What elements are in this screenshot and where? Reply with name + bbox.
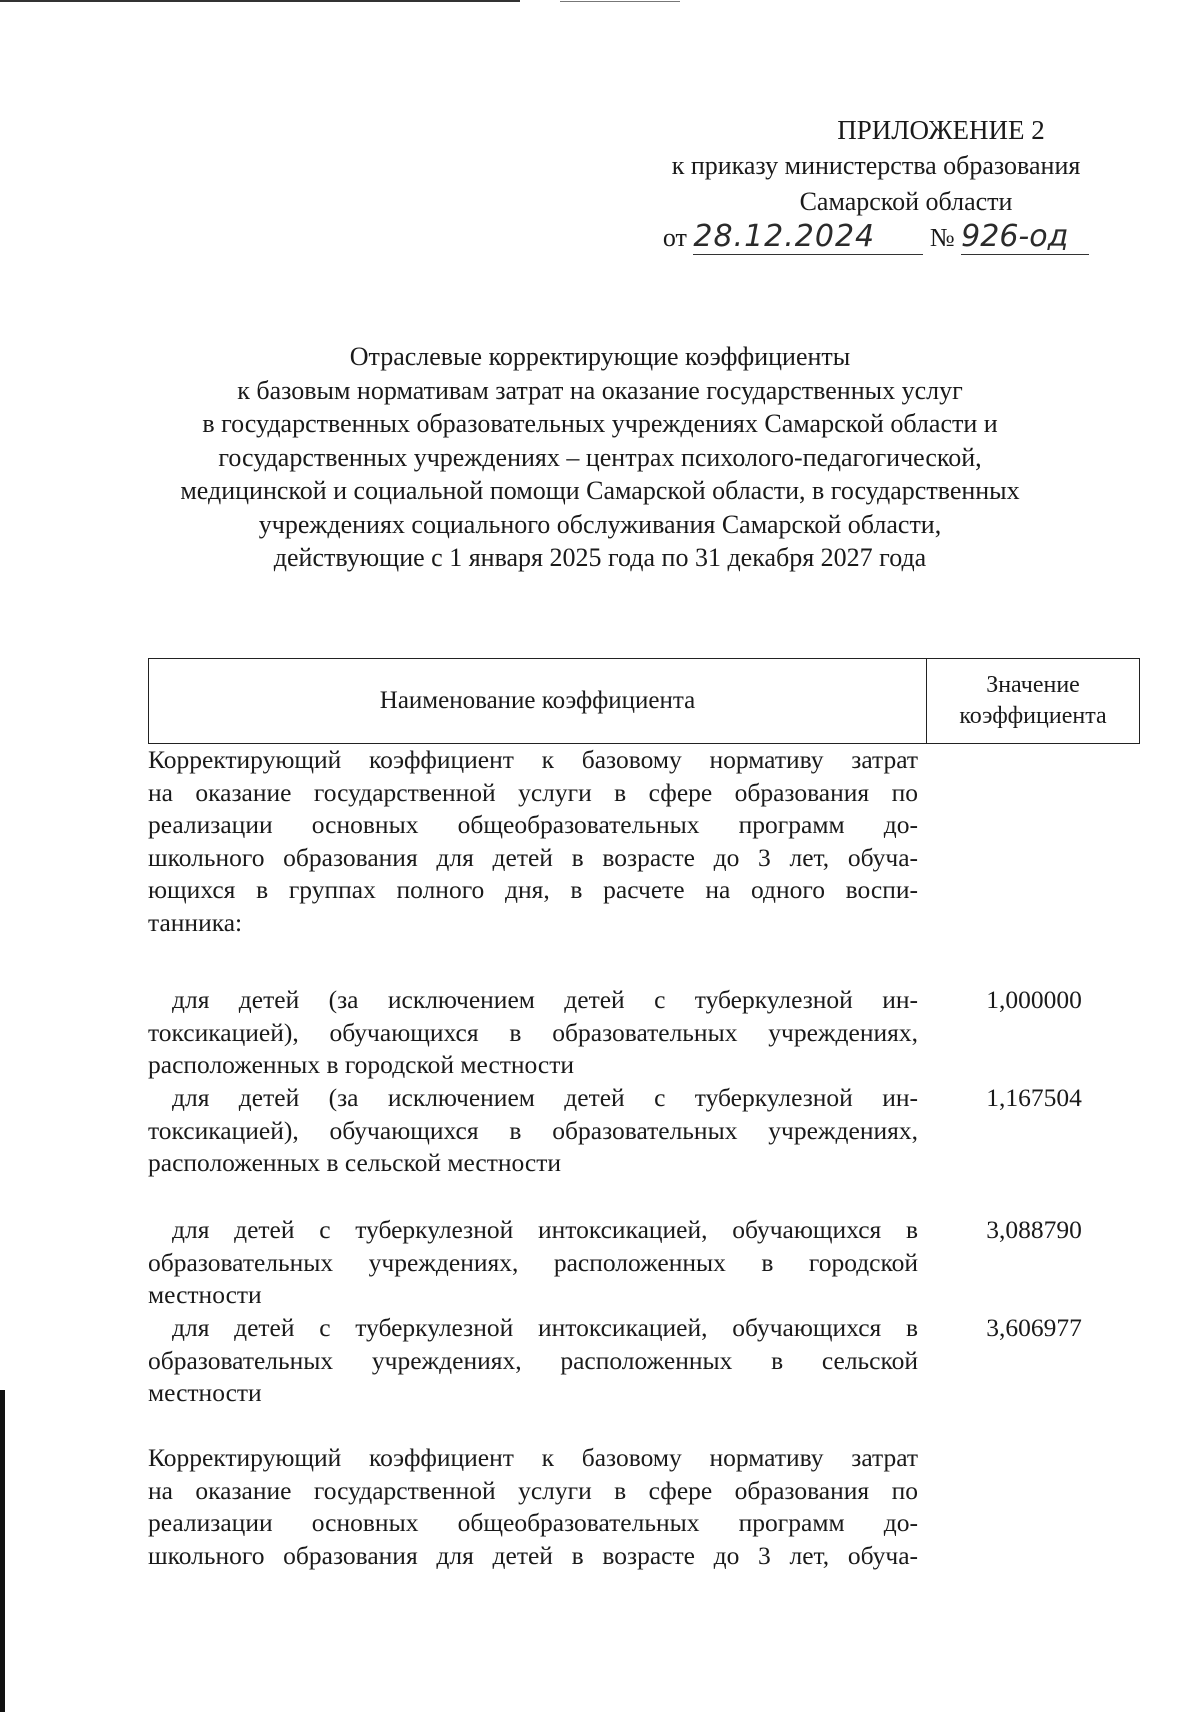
coefficient-value <box>918 744 1140 940</box>
scan-edge-line <box>0 0 520 2</box>
table-header <box>148 658 1140 744</box>
handwritten-date: 28.12.2024 <box>693 220 923 255</box>
region-name: Самарской области <box>799 187 1013 216</box>
document-title <box>140 340 1060 575</box>
number-prefix: № <box>929 223 955 252</box>
order-date-number <box>616 220 1136 256</box>
coefficients-table <box>148 658 1140 1570</box>
coefficient-value: 3,606977 <box>986 1313 1082 1342</box>
coefficient-name: для детей с туберкулезной интоксикацией, обучающихся в образовательных учреждениях, расположенных в городской местности <box>148 1215 918 1310</box>
coefficient-value: 3,088790 <box>986 1215 1082 1244</box>
table-row <box>148 1312 1140 1410</box>
coefficient-name: Корректирующий коэффициент к базовому нормативу затрат на оказание государственной услуги в сфере образования по реализации основных общеобразовательных программ до- школьного образования для детей в возрасте до 3 лет, обуча- ющихся в группах полного дня, в расчете на одного воспи- танника: <box>148 745 918 937</box>
header-value-line: коэффициента <box>959 703 1107 729</box>
coefficient-name: для детей (за исключением детей с туберкулезной ин- токсикацией), обучающихся в образовательных учреждениях, расположенных в городской местности <box>148 985 918 1080</box>
title-line: Отраслевые корректирующие коэффициенты <box>349 342 851 371</box>
title-line: действующие с 1 января 2025 года по 31 декабря 2027 года <box>273 543 927 572</box>
title-line: учреждениях социального обслуживания Самарской области, <box>258 509 942 539</box>
coefficient-value: 1,000000 <box>986 985 1082 1014</box>
table-row <box>148 744 1140 940</box>
table-row <box>148 1442 1140 1572</box>
handwritten-number: 926-од <box>961 220 1089 255</box>
appendix-title: ПРИЛОЖЕНИЕ 2 <box>837 115 1045 145</box>
title-line: в государственных образовательных учреждениях Самарской области и <box>202 409 998 438</box>
title-line: медицинской и социальной помощи Самарской области, в государственных <box>180 476 1020 505</box>
header-value-line: Значение <box>986 672 1080 698</box>
date-prefix: от <box>662 223 687 252</box>
table-row <box>148 1214 1140 1312</box>
scan-edge-shadow <box>0 1390 5 1712</box>
coefficient-value: 1,167504 <box>986 1083 1082 1112</box>
scan-edge-line <box>560 1 680 2</box>
coefficient-name: Корректирующий коэффициент к базовому нормативу затрат на оказание государственной услуги в сфере образования по реализации основных общеобразовательных программ до- школьного образования для детей в возрасте до 3 лет, обуча- <box>148 1443 918 1570</box>
title-line: к базовым нормативам затрат на оказание государственных услуг <box>237 375 963 405</box>
coefficient-value <box>918 1442 1140 1572</box>
order-reference: к приказу министерства образования <box>671 151 1081 180</box>
table-row <box>148 984 1140 1082</box>
header-name-column: Наименование коэффициента <box>149 659 927 743</box>
coefficient-name: для детей (за исключением детей с туберкулезной ин- токсикацией), обучающихся в образовательных учреждениях, расположенных в сельской местности <box>148 1083 918 1178</box>
title-line: государственных учреждениях – центрах психолого-педагогической, <box>218 442 982 472</box>
appendix-header <box>616 112 1136 256</box>
header-value-column <box>927 659 1139 743</box>
coefficient-name: для детей с туберкулезной интоксикацией, обучающихся в образовательных учреждениях, расположенных в сельской местности <box>148 1313 918 1408</box>
table-row <box>148 1082 1140 1180</box>
